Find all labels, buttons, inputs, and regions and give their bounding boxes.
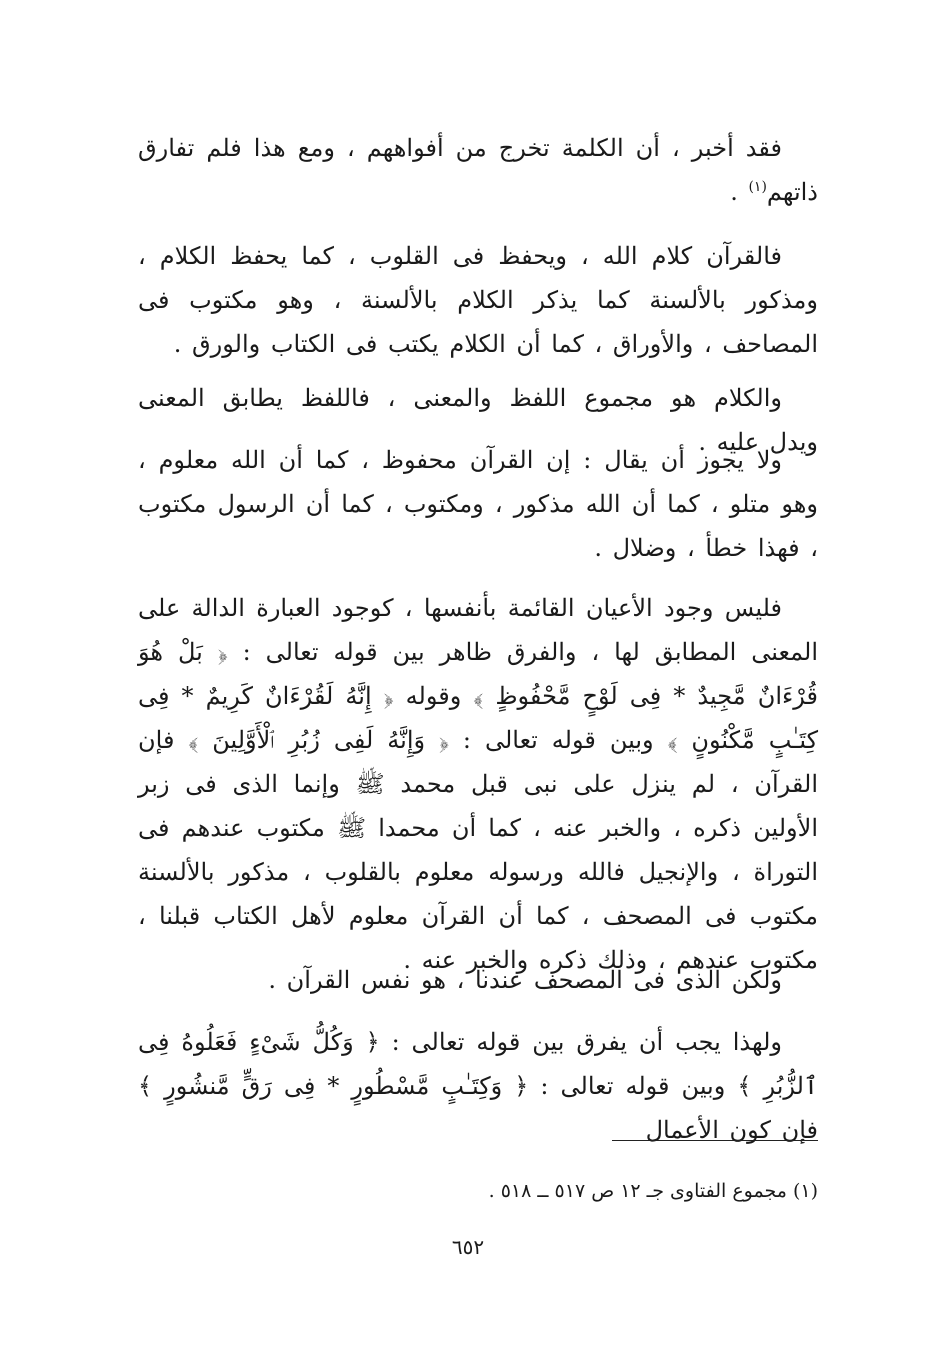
paragraph-5-text-b: وقوله [393, 682, 474, 710]
quran-verse-4: ﴿ وَكُلُّ شَىْءٍ فَعَلُوهُ فِى ٱلزُّبُرِ ﴾ [138, 1028, 819, 1100]
paragraph-5-text-a: فليس وجود الأعيان القائمة بأنفسها ، كوجود العبارة الدالة على المعنى المطابق لها ، والفرق ظاهر بين قوله تعالى : [138, 594, 818, 666]
paragraph-6 [138, 958, 818, 1002]
paragraph-1-text: فقد أخبر ، أن الكلمة تخرج من أفواههم ، ومع هذا فلم تفارق ذاتهم [138, 134, 818, 206]
footnote-divider [612, 1140, 818, 1141]
paragraph-1-end: . [730, 178, 749, 206]
quran-verse-5: ﴿ وَكِتَـٰبٍ مَّسْطُورٍ * فِى رَقٍّ مَّنشُورٍ ﴾ [138, 1072, 529, 1100]
paragraph-4-text: ولا يجوز أن يقال : إن القرآن محفوظ ، كما أن الله معلوم ، وهو متلو ، كما أن الله مذكور ، ومكتوب ، كما أن الرسول مكتوب ، فهذا خطأ ، وضلال . [138, 446, 818, 562]
paragraph-7-text-b: وبين قوله تعالى : [528, 1072, 738, 1100]
page-number: ٦٥٢ [451, 1235, 485, 1259]
paragraph-7 [138, 1020, 818, 1152]
quran-verse-2: ﴿ إِنَّهُ لَقُرْءَانٌ كَرِيمٌ * فِى كِتَـٰبٍ مَّكْنُونٍ ﴾ [138, 682, 818, 754]
paragraph-7-text-a: ولهذا يجب أن يفرق بين قوله تعالى : [379, 1028, 782, 1056]
paragraph-2 [138, 234, 818, 366]
paragraph-1 [138, 126, 818, 214]
paragraph-5 [138, 586, 818, 982]
footnote: (١) مجموع الفتاوى جـ ١٢ ص ٥١٧ ــ ٥١٨ . [488, 1180, 818, 1202]
paragraph-5-text-c: وبين قوله تعالى : [448, 726, 668, 754]
paragraph-7-text-c: فإن كون الأعمال [645, 1116, 818, 1144]
quran-verse-1: ﴿ بَلْ هُوَ قُرْءَانٌ مَّجِيدٌ * فِى لَوْحٍ مَّحْفُوظٍ ﴾ [138, 638, 818, 710]
paragraph-5-text-d: فإن القرآن ، لم ينزل على نبى قبل محمد ﷺ وإنما الذى فى زبر الأولين ذكره ، والخبر عنه ، كما أن محمدا ﷺ مكتوب عندهم فى التوراة ، والإنجيل فالله ورسوله معلوم بالقلوب ، مذكور بالألسنة مكتوب فى المصحف ، كما أن القرآن معلوم لأهل الكتاب قبلنا ، مكتوب عندهم ، وذلك ذكره والخبر عنه . [138, 726, 818, 974]
paragraph-3-text: والكلام هو مجموع اللفظ والمعنى ، فاللفظ يطابق المعنى ويدل عليه . [138, 384, 818, 456]
quran-verse-3: ﴿ وَإِنَّهُ لَفِى زُبُرِ ٱلْأَوَّلِينَ ﴾ [188, 726, 449, 754]
paragraph-6-text: ولكن الذى فى المصحف عندنا ، هو نفس القرآن . [268, 966, 782, 994]
paragraph-4 [138, 438, 818, 570]
footnote-marker: (١) [748, 179, 767, 195]
paragraph-2-text: فالقرآن كلام الله ، ويحفظ فى القلوب ، كما يحفظ الكلام ، ومذكور بالألسنة كما يذكر الكلام بالألسنة ، وهو مكتوب فى المصاحف ، والأوراق ، كما أن الكلام يكتب فى الكتاب والورق . [138, 242, 818, 358]
